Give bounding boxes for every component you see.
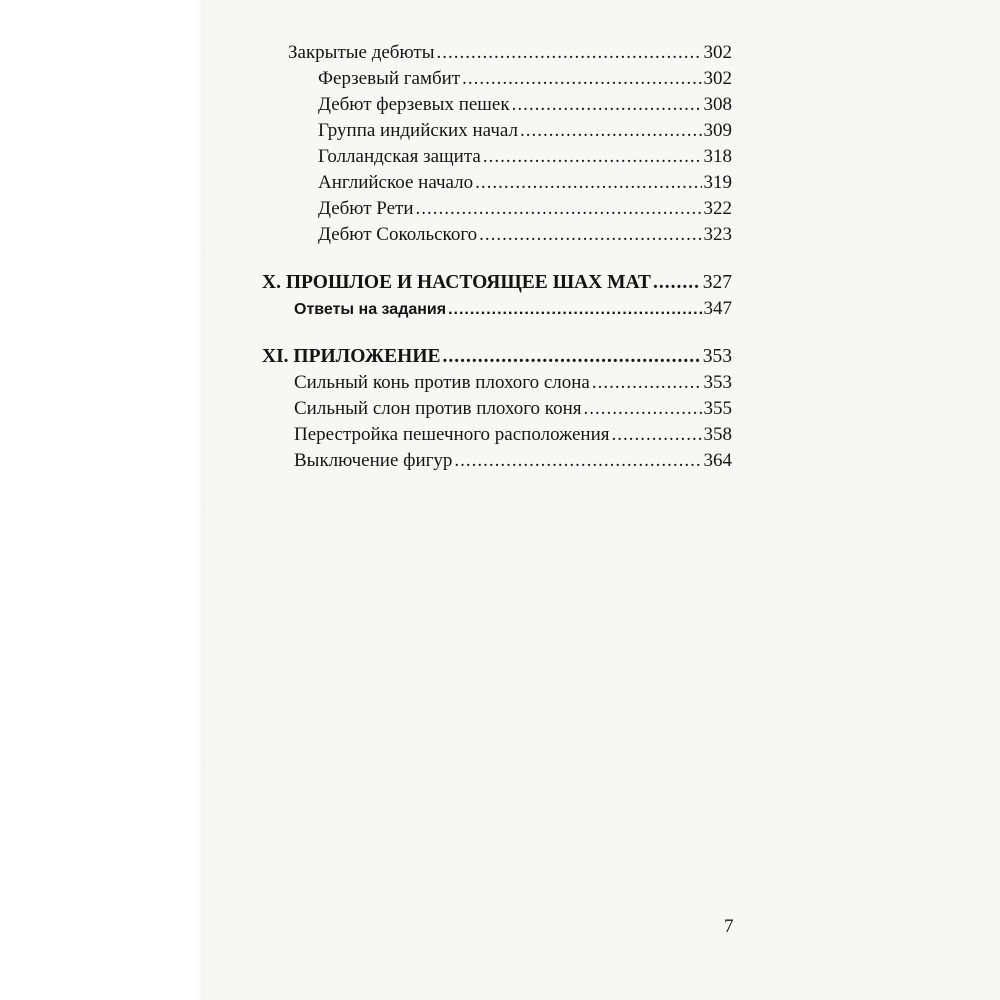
toc-entry-queens-pawn: [262, 92, 732, 118]
toc-entry-page: 347: [703, 298, 732, 319]
toc-entry-title: Голландская защита: [318, 146, 481, 167]
dot-leader: [483, 144, 702, 170]
dot-leader: [612, 422, 702, 448]
dot-leader: [436, 40, 701, 66]
toc-entry-title: Дебют Рети: [318, 198, 414, 219]
toc-entry-queens-gambit: [262, 66, 732, 92]
toc-entry-closed-openings: [262, 40, 732, 66]
dot-leader: [479, 222, 701, 248]
dot-leader: [592, 370, 702, 396]
toc-entry-title: Перестройка пешечного расположения: [294, 424, 610, 445]
toc-entry-strong-bishop: [262, 396, 732, 422]
dot-leader: [443, 344, 701, 370]
toc-entry-title: Английское начало: [318, 172, 474, 193]
toc-entry-title: Группа индийских начал: [318, 120, 518, 141]
toc-entry-page: 302: [703, 68, 732, 89]
toc-entry-title: Ответы на задания: [294, 301, 447, 318]
dot-leader: [583, 396, 701, 422]
toc-entry-title: Дебют Сокольского: [318, 224, 478, 245]
toc-chapter-title: X. ПРОШЛОЕ И НАСТОЯЩЕЕ ШАХ МАТ: [262, 272, 651, 293]
dot-leader: [512, 92, 702, 118]
toc-entry-title: Выключение фигур: [294, 450, 453, 471]
toc-entry-dutch-defense: [262, 144, 732, 170]
toc-entry-title: Дебют ферзевых пешек: [318, 94, 510, 115]
dot-leader: [520, 118, 702, 144]
toc-entry-page: 319: [703, 172, 732, 193]
dot-leader: [462, 66, 701, 92]
toc-entry-answers: [262, 296, 732, 322]
dot-leader: [475, 170, 701, 196]
toc-entry-title: Сильный слон против плохого коня: [294, 398, 582, 419]
toc-entry-page: 364: [703, 450, 732, 471]
toc-entry-page: 309: [703, 120, 732, 141]
dot-leader: [448, 297, 701, 323]
dot-leader: [416, 196, 702, 222]
toc-entry-reti-opening: [262, 196, 732, 222]
toc-entry-page: 308: [703, 94, 732, 115]
toc-entry-title: Закрытые дебюты: [288, 42, 435, 63]
toc-entry-title: Ферзевый гамбит: [318, 68, 461, 89]
toc-entry-indian-group: [262, 118, 732, 144]
toc-entry-strong-knight: [262, 370, 732, 396]
dot-leader: [454, 448, 701, 474]
toc-chapter-xi: [262, 344, 732, 370]
toc-entry-page: 302: [703, 42, 732, 63]
toc-entry-page: 355: [703, 398, 732, 419]
toc-entry-page: 353: [703, 372, 732, 393]
toc-entry-english-opening: [262, 170, 732, 196]
table-of-contents: [262, 40, 732, 474]
toc-entry-title: Сильный конь против плохого слона: [294, 372, 590, 393]
toc-entry-sokolsky-opening: [262, 222, 732, 248]
toc-entry-page: 318: [703, 146, 732, 167]
toc-chapter-page: 327: [702, 272, 732, 293]
toc-chapter-page: 353: [702, 346, 732, 367]
toc-chapter-title: XI. ПРИЛОЖЕНИЕ: [262, 346, 441, 367]
page-number: 7: [724, 916, 734, 937]
toc-entry-pawn-restructuring: [262, 422, 732, 448]
toc-entry-page: 358: [703, 424, 732, 445]
toc-entry-piece-exclusion: [262, 448, 732, 474]
dot-leader: [653, 270, 701, 296]
toc-chapter-x: [262, 270, 732, 296]
toc-entry-page: 323: [703, 224, 732, 245]
toc-entry-page: 322: [703, 198, 732, 219]
